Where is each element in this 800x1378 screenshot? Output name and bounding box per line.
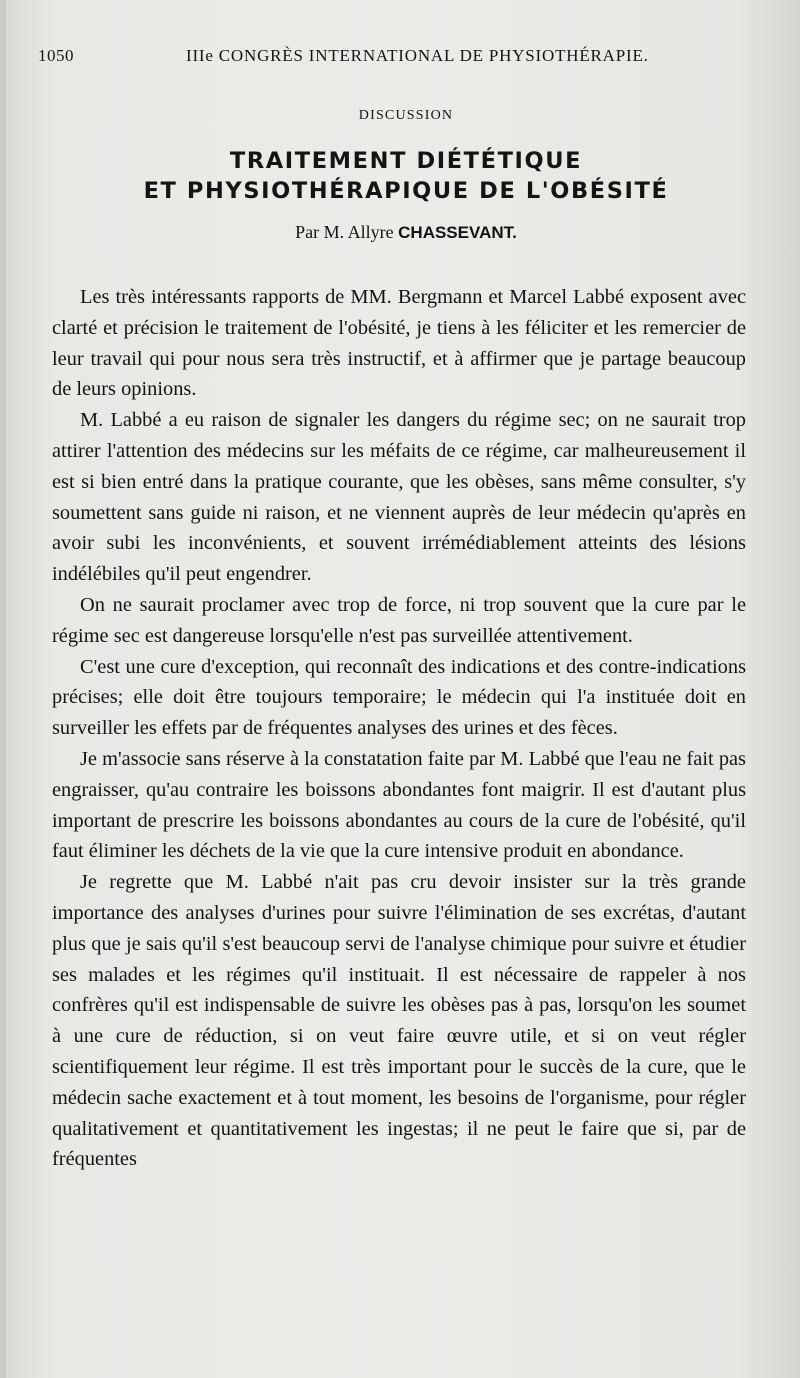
title-line-2: ET PHYSIOTHÉRAPIQUE DE L'OBÉSITÉ [143,178,669,204]
running-header [38,40,752,70]
title-line-1: TRAITEMENT DIÉTÉTIQUE [229,148,583,174]
paragraph: Je m'associe sans réserve à la constatation faite par M. Labbé que l'eau ne fait pas engraisser, qu'au contraire les boissons abondantes font maigrir. Il est d'autant plus important de prescrire les boissons abondantes au cours de la cure de l'obésité, qu'il faut éliminer les déchets de la vie que la cure intensive produit en abondance. [52,747,746,863]
book-page [6,0,800,1378]
article-title [6,146,800,206]
running-title: IIIe CONGRÈS INTERNATIONAL DE PHYSIOTHÉRAPIE. [186,46,649,65]
author-name: CHASSEVANT. [398,223,517,242]
paragraph: Les très intéressants rapports de MM. Bergmann et Marcel Labbé exposent avec clarté et précision le traitement de l'obésité, je tiens à les féliciter et les remercier de leur travail qui pour nous sera très instructif, et à affirmer que je partage beaucoup de leurs opinions. [52,286,746,401]
byline [6,222,800,243]
byline-prefix: Par M. Allyre [295,222,394,242]
paragraph: M. Labbé a eu raison de signaler les dangers du régime sec; on ne saurait trop attirer l'attention des médecins sur les méfaits de ce régime, car malheureusement il est si bien entré dans la pratique courante, que les obèses, sans même consulter, s'y soumettent sans guide ni raison, et ne viennent auprès de leur médecin qu'après en avoir subi les inconvénients, et souvent irrémédiablement atteints des lésions indélébiles qu'il peut engendrer. [52,409,746,586]
page-number: 1050 [38,46,74,65]
section-label: DISCUSSION [358,108,454,123]
paragraph: C'est une cure d'exception, qui reconnaît des indications et des contre-indications précises; elle doit être toujours temporaire; le médecin qui l'a instituée doit en surveiller les effets par de fréquentes analyses des urines et des fèces. [52,655,746,740]
paragraph: Je regrette que M. Labbé n'ait pas cru devoir insister sur la très grande importance des analyses d'urines pour suivre l'élimination de ses excrétas, d'autant plus que je sais qu'il s'est beaucoup servi de l'analyse chimique pour suivre et étudier ses malades et les régimes qu'il instituait. Il est nécessaire de rappeler à nos confrères qu'il est indispensable de suivre les obèses pas à pas, lorsqu'on les soumet à une cure de réduction, si on veut faire œuvre utile, et si on veut régler scientifiquement leur régime. Il est très important pour le succès de la cure, que le médecin sache exactement et à tout moment, les besoins de l'organisme, pour régler qualitativement et quantitativement les ingestas; il ne peut le faire que si, par de fréquentes [52,871,746,1171]
paragraph: On ne saurait proclamer avec trop de force, ni trop souvent que la cure par le régime sec est dangereuse lorsqu'elle n'est pas surveillée attentivement. [52,593,746,647]
article-body [52,282,746,1175]
